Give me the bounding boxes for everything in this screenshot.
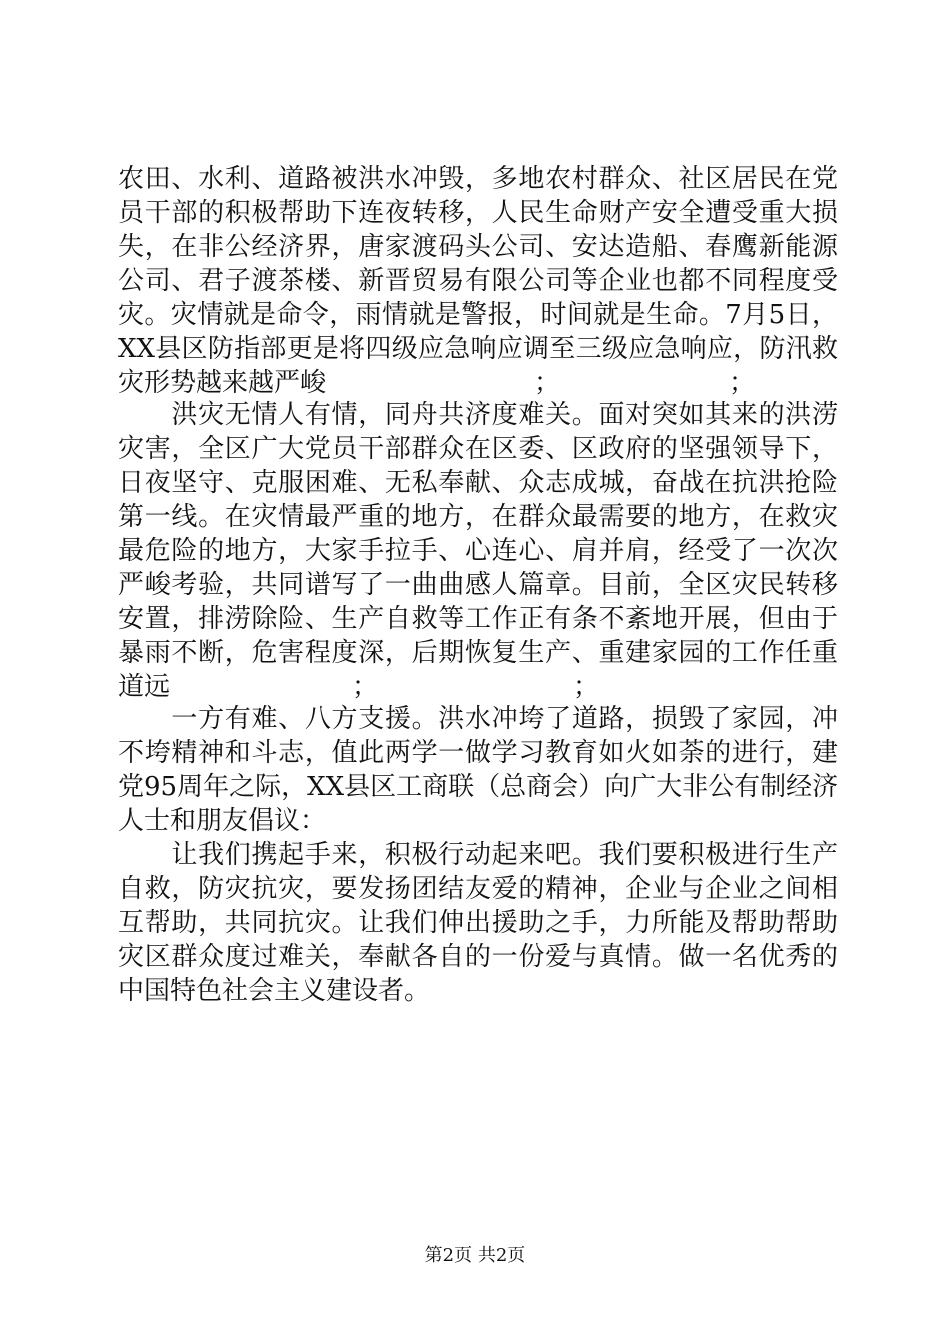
text-line: 公司、君子渡茶楼、新晋贸易有限公司等企业也都不同程度受 [118, 266, 838, 296]
text-line: 第一线。在灾情最严重的地方，在群众最需要的地方，在救灾 [118, 502, 838, 532]
text-line: XX县区防指部更是将四级应急响应调至三级应急响应，防汛救 [118, 334, 838, 364]
text-line: 一方有难、八方支援。洪水冲垮了道路，损毁了家园，冲 [118, 704, 838, 734]
text-line: 互帮助，共同抗灾。让我们伸出援助之手，力所能及帮助帮助 [118, 908, 838, 938]
page-footer: 第2页 共2页 [424, 1245, 526, 1266]
text-line: 洪灾无情人有情，同舟共济度难关。面对突如其来的洪涝 [118, 400, 838, 430]
text-line: 人士和朋友倡议： [118, 806, 327, 836]
text-line: 最危险的地方，大家手拉手、心连心、肩并肩，经受了一次次 [118, 536, 838, 566]
text-line: 失，在非公经济界，唐家渡码头公司、安达造船、春鹰新能源 [118, 232, 838, 262]
text-line: 农田、水利、道路被洪水冲毁，多地农村群众、社区居民在党 [118, 164, 838, 194]
text-line: 暴雨不断，危害程度深，后期恢复生产、重建家园的工作任重 [118, 638, 838, 668]
text-line: 严峻考验，共同谱写了一曲曲感人篇章。目前，全区灾民转移 [118, 570, 838, 600]
text-line: 安置，排涝除险、生产自救等工作正有条不紊地开展，但由于 [118, 604, 838, 634]
text-line: 灾。灾情就是命令，雨情就是警报，时间就是生命。7月5日， [118, 300, 838, 330]
text-line: 党95周年之际，XX县区工商联（总商会）向广大非公有制经济 [118, 772, 839, 802]
text-line: 灾区群众度过难关，奉献各自的一份爱与真情。做一名优秀的 [118, 942, 838, 972]
text-line: 灾形势越来越严峻 ； ； [118, 368, 756, 398]
text-line: 灾害，全区广大党员干部群众在区委、区政府的坚强领导下， [118, 434, 838, 464]
text-line: 自救，防灾抗灾，要发扬团结友爱的精神，企业与企业之间相 [118, 874, 838, 904]
text-line: 员干部的积极帮助下连夜转移，人民生命财产安全遭受重大损 [118, 198, 838, 228]
text-line: 中国特色社会主义建设者。 [118, 976, 431, 1006]
text-line: 让我们携起手来，积极行动起来吧。我们要积极进行生产 [118, 840, 838, 870]
text-line: 道远 ； ； [118, 672, 600, 702]
text-line: 日夜坚守、克服困难、无私奉献、众志成城，奋战在抗洪抢险 [118, 468, 838, 498]
text-line: 不垮精神和斗志，值此两学一做学习教育如火如荼的进行，建 [118, 738, 838, 768]
